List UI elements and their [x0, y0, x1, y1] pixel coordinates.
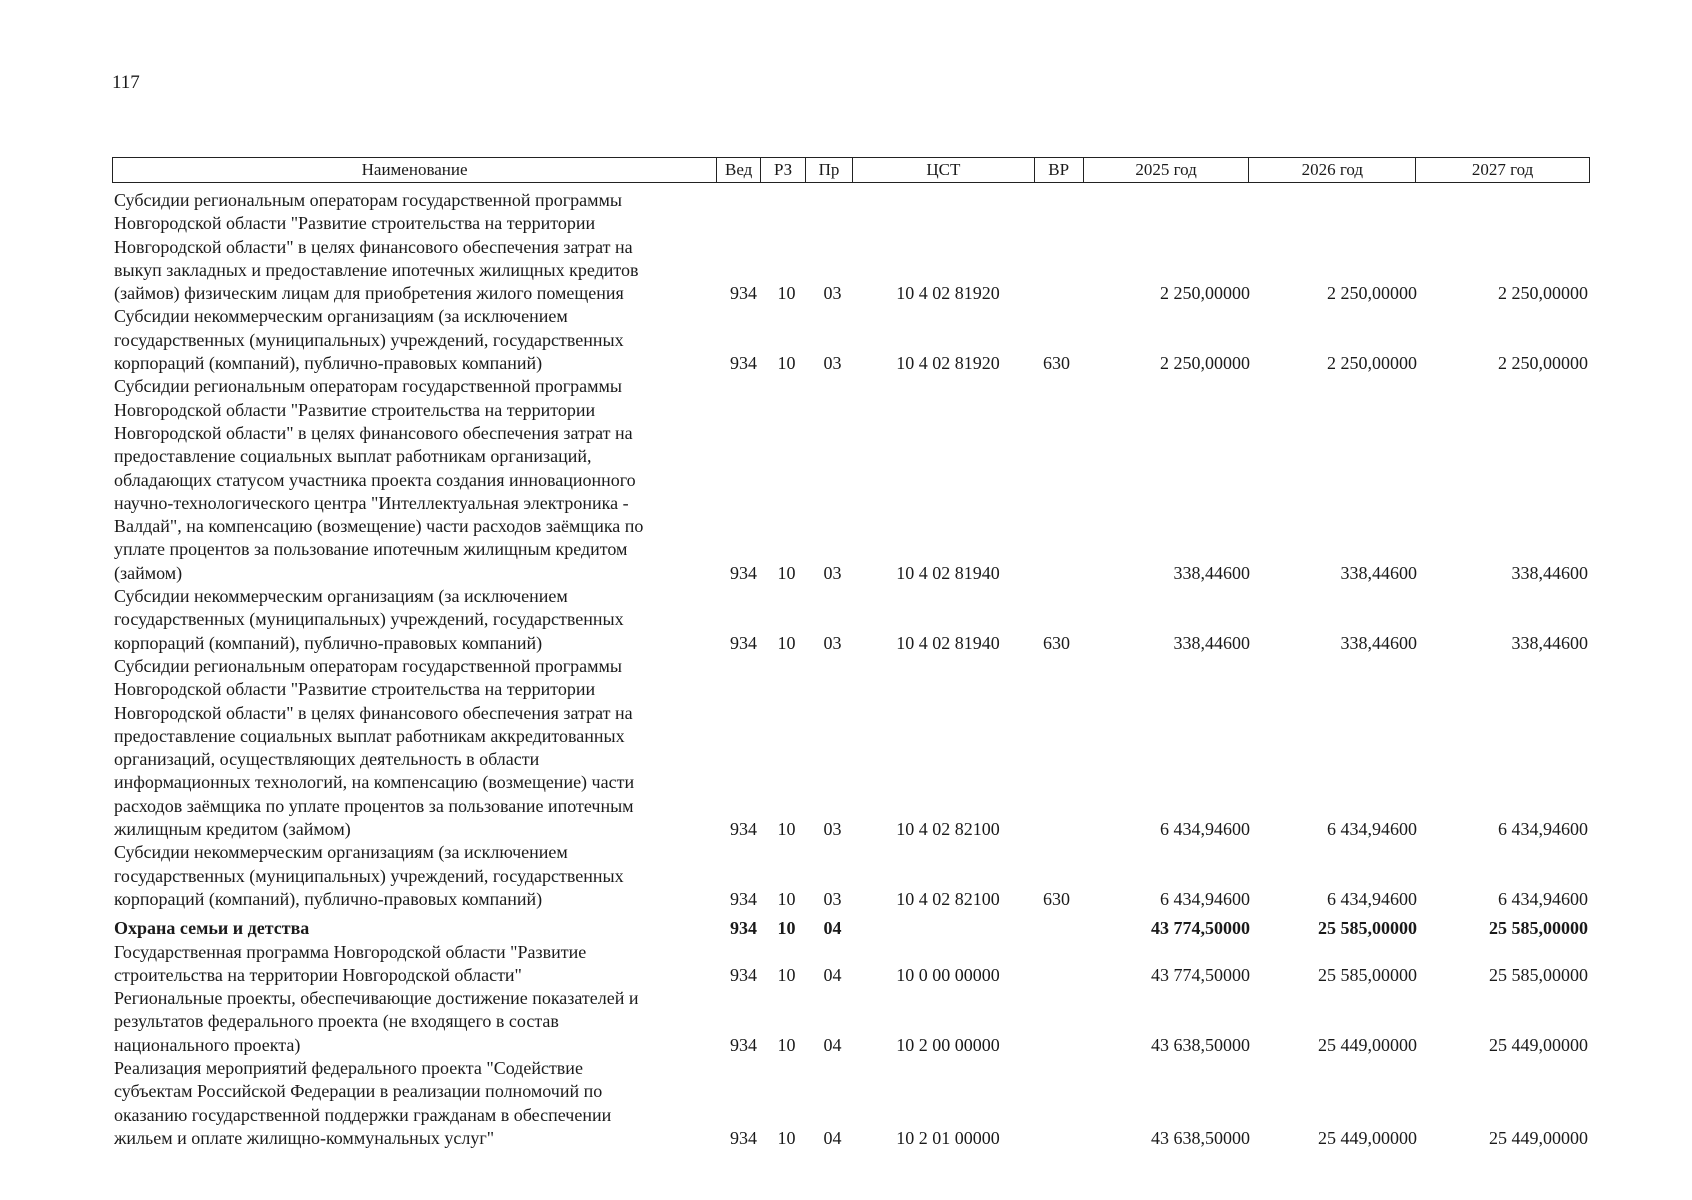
cell-y2026: 25 449,00000: [1318, 1127, 1417, 1148]
row-name-line: Субсидии некоммерческим организациям (за исключением: [114, 842, 568, 863]
cell-y2025: 43 638,50000: [1151, 1034, 1250, 1055]
cell-pr: 03: [823, 632, 842, 653]
cell-vr: 630: [1043, 632, 1070, 653]
cell-rz: 10: [777, 888, 796, 909]
cell-y2026: 2 250,00000: [1327, 353, 1417, 374]
cell-ved: 934: [730, 1034, 757, 1055]
row-name: [112, 917, 717, 940]
cell-y2026: 25 585,00000: [1318, 964, 1417, 985]
table-row: [112, 987, 1590, 1057]
cell-cst: 10 4 02 82100: [896, 819, 1000, 840]
row-name-line: Субсидии региональным операторам государственной программы: [114, 376, 622, 397]
row-name-line: государственных (муниципальных) учреждений, государственных: [114, 609, 624, 630]
row-name-line: обладающих статусом участника проекта создания инновационного: [114, 469, 636, 490]
cell-rz: 10: [777, 283, 796, 304]
cell-y2027: 6 434,94600: [1498, 888, 1588, 909]
cell-ved: 934: [730, 819, 757, 840]
row-name-line: Субсидии некоммерческим организациям (за исключением: [114, 586, 568, 607]
cell-y2026: 338,44600: [1340, 562, 1417, 583]
cell-y2027: 25 585,00000: [1489, 964, 1588, 985]
cell-y2026: 2 250,00000: [1327, 283, 1417, 304]
cell-pr: 03: [823, 353, 842, 374]
cell-ved: 934: [730, 283, 757, 304]
cell-cst: 10 4 02 81920: [896, 353, 1000, 374]
cell-ved: 934: [730, 632, 757, 653]
row-name-line: оказанию государственной поддержки гражданам в обеспечении: [114, 1104, 612, 1125]
row-name-line: уплате процентов за пользование ипотечным жилищным кредитом: [114, 539, 628, 560]
row-name-line: Валдай", на компенсацию (возмещение) части расходов заёмщика по: [114, 516, 644, 537]
cell-cst: 10 2 01 00000: [896, 1127, 1000, 1148]
cell-vr: 630: [1043, 353, 1070, 374]
cell-ved: 934: [730, 964, 757, 985]
header-vr: ВР: [1035, 158, 1084, 182]
cell-y2025: 338,44600: [1173, 632, 1250, 653]
cell-y2027: 338,44600: [1511, 562, 1588, 583]
row-name-line: (займом): [114, 562, 183, 583]
row-name-line: национального проекта): [114, 1034, 301, 1055]
cell-y2025: 43 774,50000: [1151, 964, 1250, 985]
row-name-line: научно-технологического центра "Интеллектуальная электроника -: [114, 492, 629, 513]
header-rz: РЗ: [761, 158, 806, 182]
cell-rz: 10: [777, 918, 796, 939]
cell-y2025: 43 638,50000: [1151, 1127, 1250, 1148]
cell-y2025: 2 250,00000: [1160, 353, 1250, 374]
cell-rz: 10: [777, 964, 796, 985]
row-name-line: предоставление социальных выплат работникам организаций,: [114, 446, 592, 467]
cell-rz: 10: [777, 1127, 796, 1148]
cell-rz: 10: [777, 1034, 796, 1055]
row-name: [112, 375, 717, 585]
table-body: [112, 189, 1590, 1150]
header-cst: ЦСТ: [853, 158, 1035, 182]
row-name-line: субъектам Российской Федерации в реализации полномочий по: [114, 1081, 603, 1102]
cell-cst: 10 2 00 00000: [896, 1034, 1000, 1055]
cell-y2027: 2 250,00000: [1498, 353, 1588, 374]
cell-pr: 04: [823, 918, 842, 939]
table-row: [112, 841, 1590, 911]
row-name-line: Новгородской области "Развитие строительства на территории: [114, 679, 596, 700]
cell-ved: 934: [730, 918, 757, 939]
row-name-line: предоставление социальных выплат работникам аккредитованных: [114, 725, 625, 746]
cell-vr: 630: [1043, 888, 1070, 909]
cell-cst: 10 4 02 81940: [896, 562, 1000, 583]
table-row: [112, 1057, 1590, 1150]
cell-y2027: 25 449,00000: [1489, 1034, 1588, 1055]
cell-pr: 03: [823, 283, 842, 304]
row-name-line: Государственная программа Новгородской области "Развитие: [114, 941, 587, 962]
cell-y2025: 6 434,94600: [1160, 819, 1250, 840]
cell-rz: 10: [777, 353, 796, 374]
cell-y2026: 338,44600: [1340, 632, 1417, 653]
row-name-line: государственных (муниципальных) учреждений, государственных: [114, 865, 624, 886]
cell-pr: 03: [823, 888, 842, 909]
cell-pr: 03: [823, 819, 842, 840]
cell-y2026: 25 449,00000: [1318, 1034, 1417, 1055]
row-name-line: Новгородской области" в целях финансового обеспечения затрат на: [114, 702, 633, 723]
cell-y2027: 6 434,94600: [1498, 819, 1588, 840]
table-row: [112, 917, 1590, 940]
row-name-line: Реализация мероприятий федерального проекта "Содействие: [114, 1057, 583, 1078]
table-row: [112, 375, 1590, 585]
header-2026: 2026 год: [1249, 158, 1416, 182]
row-name-line: жильем и оплате жилищно-коммунальных услуг": [114, 1127, 495, 1148]
table-row: [112, 585, 1590, 655]
table-row: [112, 941, 1590, 988]
cell-y2027: 2 250,00000: [1498, 283, 1588, 304]
cell-y2025: 43 774,50000: [1151, 918, 1250, 939]
cell-cst: 10 4 02 81940: [896, 632, 1000, 653]
row-name-line: (займов) физическим лицам для приобретения жилого помещения: [114, 283, 624, 304]
row-name-line: выкуп закладных и предоставление ипотечных жилищных кредитов: [114, 259, 639, 280]
cell-y2025: 338,44600: [1173, 562, 1250, 583]
row-name-line: Новгородской области" в целях финансового обеспечения затрат на: [114, 236, 633, 257]
header-name: Наименование: [113, 158, 717, 182]
row-name-line: Субсидии некоммерческим организациям (за исключением: [114, 306, 568, 327]
row-name: [112, 841, 717, 911]
row-name-line: государственных (муниципальных) учреждений, государственных: [114, 329, 624, 350]
table-row: [112, 655, 1590, 841]
cell-ved: 934: [730, 888, 757, 909]
table-row: [112, 305, 1590, 375]
row-name-line: информационных технологий, на компенсацию (возмещение) части: [114, 772, 635, 793]
row-name-line: строительства на территории Новгородской области": [114, 964, 522, 985]
cell-y2026: 6 434,94600: [1327, 819, 1417, 840]
row-name-line: Субсидии региональным операторам государственной программы: [114, 655, 622, 676]
row-name-line: Субсидии региональным операторам государственной программы: [114, 190, 622, 210]
cell-pr: 03: [823, 562, 842, 583]
row-name-line: Новгородской области "Развитие строительства на территории: [114, 213, 596, 234]
cell-y2026: 6 434,94600: [1327, 888, 1417, 909]
row-name: [112, 987, 717, 1057]
header-ved: Вед: [717, 158, 761, 182]
cell-y2027: 25 585,00000: [1489, 918, 1588, 939]
row-name: [112, 1057, 717, 1150]
page-number: 117: [112, 72, 140, 93]
row-name-line: результатов федерального проекта (не входящего в состав: [114, 1011, 559, 1032]
cell-ved: 934: [730, 1127, 757, 1148]
cell-cst: 10 4 02 81920: [896, 283, 1000, 304]
row-name-line: Региональные проекты, обеспечивающие достижение показателей и: [114, 988, 639, 1009]
row-name-line: жилищным кредитом (займом): [114, 819, 351, 840]
row-name: [112, 941, 717, 988]
row-name-line: корпораций (компаний), публично-правовых компаний): [114, 632, 543, 653]
cell-y2027: 25 449,00000: [1489, 1127, 1588, 1148]
row-name: [112, 655, 717, 841]
cell-pr: 04: [823, 1127, 842, 1148]
table-row: [112, 189, 1590, 305]
row-name-line: расходов заёмщика по уплате процентов за пользование ипотечным: [114, 795, 634, 816]
header-pr: Пр: [806, 158, 853, 182]
cell-ved: 934: [730, 562, 757, 583]
row-name: [112, 585, 717, 655]
row-name-line: Новгородской области "Развитие строительства на территории: [114, 399, 596, 420]
cell-y2026: 25 585,00000: [1318, 918, 1417, 939]
table-header: [112, 157, 1590, 183]
row-name: [112, 305, 717, 375]
cell-rz: 10: [777, 819, 796, 840]
row-name-line: организаций, осуществляющих деятельность в области: [114, 749, 540, 770]
header-2025: 2025 год: [1084, 158, 1250, 182]
cell-rz: 10: [777, 562, 796, 583]
row-name-line: корпораций (компаний), публично-правовых компаний): [114, 888, 543, 909]
cell-rz: 10: [777, 632, 796, 653]
row-name-line: Новгородской области" в целях финансового обеспечения затрат на: [114, 422, 633, 443]
row-name-line: Охрана семьи и детства: [114, 918, 310, 939]
cell-ved: 934: [730, 353, 757, 374]
header-2027: 2027 год: [1471, 160, 1534, 179]
cell-y2025: 6 434,94600: [1160, 888, 1250, 909]
cell-cst: 10 4 02 82100: [896, 888, 1000, 909]
cell-pr: 04: [823, 964, 842, 985]
cell-y2027: 338,44600: [1511, 632, 1588, 653]
row-name-line: корпораций (компаний), публично-правовых компаний): [114, 353, 543, 374]
row-name: [112, 189, 717, 305]
cell-cst: 10 0 00 00000: [896, 964, 1000, 985]
cell-y2025: 2 250,00000: [1160, 283, 1250, 304]
cell-pr: 04: [823, 1034, 842, 1055]
